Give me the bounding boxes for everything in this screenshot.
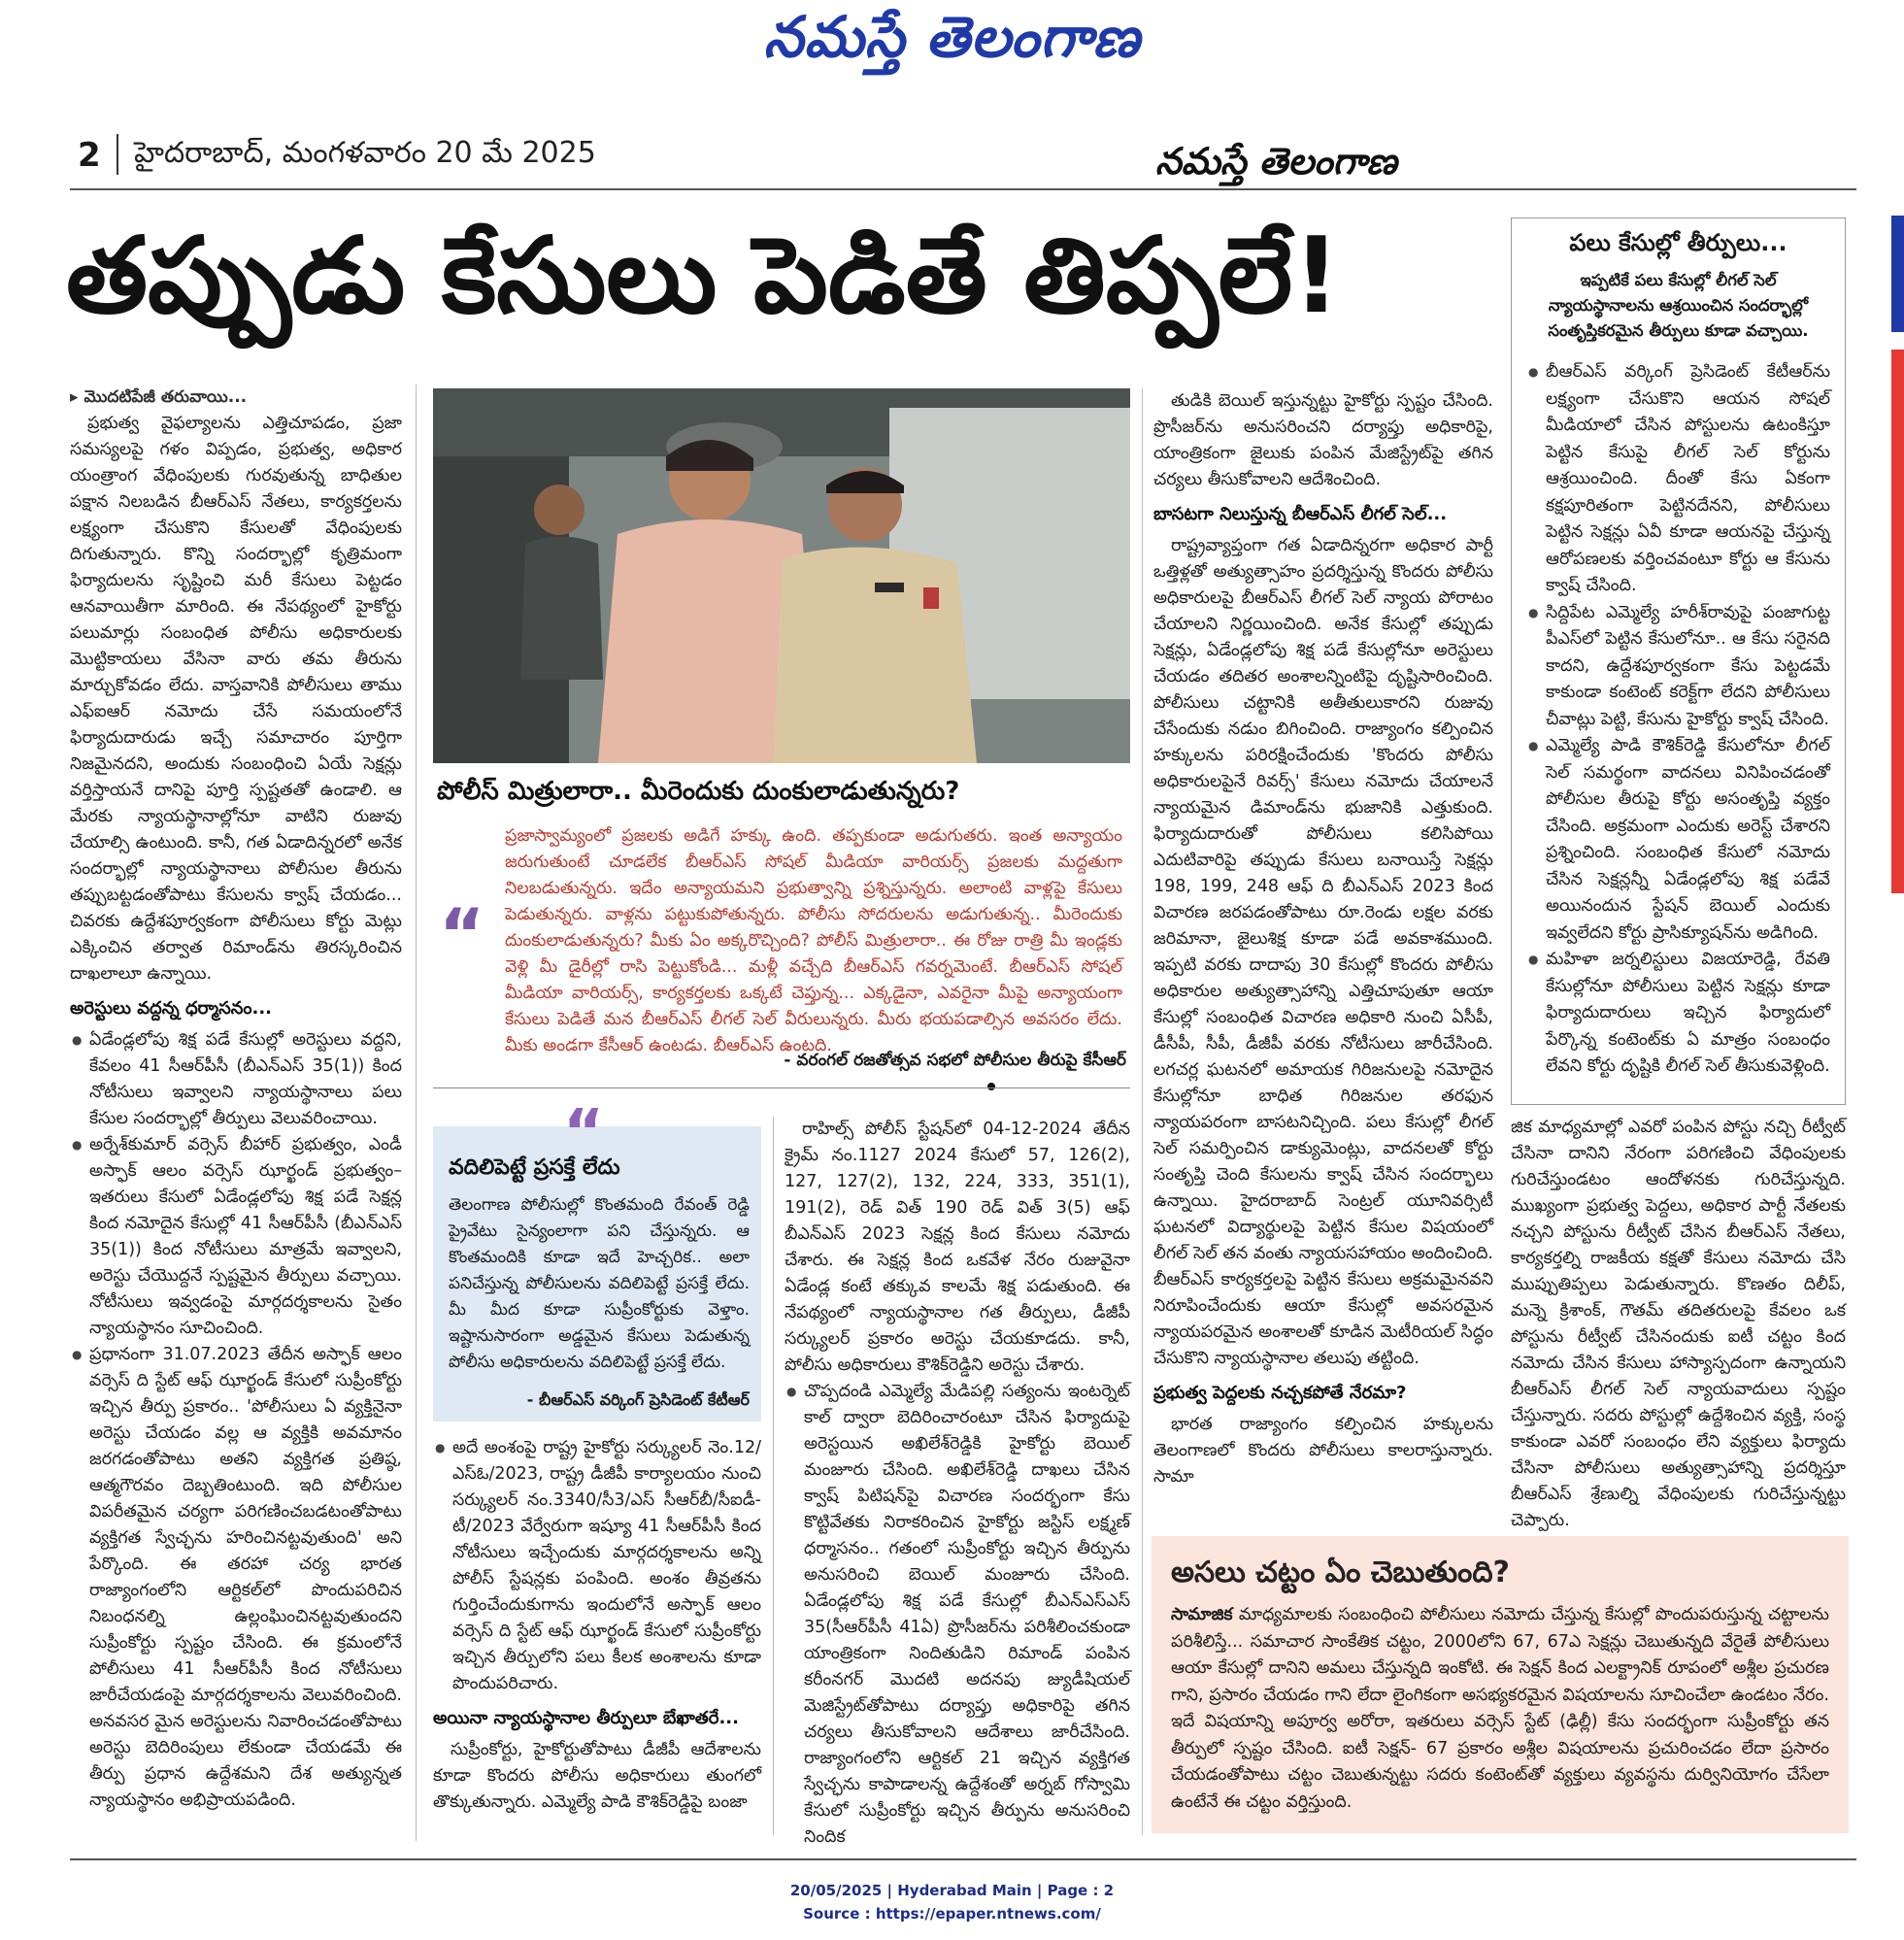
footer-source: Source : https://epaper.ntnews.com/ xyxy=(803,1905,1101,1923)
footer-rule xyxy=(70,1858,1856,1860)
footer-edition-info: 20/05/2025 | Hyderabad Main | Page : 2 xyxy=(789,1882,1115,1899)
article-paragraph: జిక మాధ్యమాల్లో ఎవరో పంపిన పోస్టు నచ్చి రీట్వీట్ చేసినా దానిని నేరంగా పరిగణించి వేధింపులకు గురిచేస్తుండటం ఆందోళనకు గురిచేస్తున్నది. ముఖ్యంగా ప్రభుత్వ పెద్దలు, అధికార పార్టీ నేతలకు నచ్చని పోస్టును రీట్వీట్ చేసిన బీఆర్ఎస్ నేతలు, కార్యకర్తల్ని రాజకీయ కక్షతో కేసులు నమోదు చేసి ముప్పుతిప్పలు పెడుతున్నారు. కొణతం దిలీప్, మన్నె క్రిశాంక్, గౌతమ్ తదితరులపై కేవలం ఒక పోస్టును రీట్వీట్ చేసినందుకు ఐటీ చట్టం కింద నమోదు చేసిన కేసులు హాస్యాస్పదంగా ఉన్నాయని బీఆర్ఎస్ లీగల్ సెల్ న్యాయవాదులు స్పష్టం చేస్తున్నారు. సదరు పోస్టుల్లో ఉద్దేశించిన వ్యక్తి, సంస్థ కాకుండా ఎవరో సంబంధం లేని వ్యక్తులు ఫిర్యాదు చేసినా పోలీసులు అత్యుత్సాహాన్ని ప్రదర్శిస్తూ బీఆర్ఎస్ శ్రేణుల్ని వేధింపులకు గురిచేస్తున్నట్టు చెప్పారు. xyxy=(1511,1118,1846,1530)
list-item: ● సిద్దిపేట ఎమ్మెల్యే హరీశ్‌రావుపై పంజాగుట్ట పీఎస్‌లో పెట్టిన కేసులోనూ.. ఆ కేసు సరైనది కాదని, ఉద్దేశపూర్వకంగా కేసు పెట్టడమే కాకుండా కంటెంట్ కరెక్ట్‌గా లేదని పోలీసులు చీవాట్లు పెట్టి, కేసును హైకోర్టు క్వాష్ చేసింది. xyxy=(1526,600,1830,734)
judgements-box-intro: ఇప్పటికే పలు కేసుల్లో లీగల్ సెల్ న్యాయస్థానాలను ఆశ్రయించిన సందర్భాల్లో సంతృప్తికరమైన తీర్పులు కూడా వచ్చాయి. xyxy=(1548,271,1809,340)
judgements-box-body xyxy=(1526,359,1830,1081)
article-paragraph: రాష్ట్రవ్యాప్తంగా గత ఏడాదిన్నరగా అధికార పార్టీ ఒత్తిళ్లతో అత్యుత్సాహం ప్రదర్శిస్తున్న కొందరు పోలీసు అధికారులపై బీఆర్ఎస్ లీగల్ సెల్ న్యాయ పోరాటం చేయాలని నిర్ణయించింది. అనేక కేసుల్లో తప్పుడు సెక్షన్లు, ఏడేండ్లలోపు శిక్ష పడే కేసుల్లోనూ అరెస్టులు చేయడం తదితర అంశాలన్నింటిపై దృష్టిసారించింది. పోలీసులు చట్టానికి అతీతులుకారని రుజువు చేసేందుకు నడుం బిగించింది. రాజ్యాంగం కల్పించిన హక్కులను పరిరక్షించేందుకు 'కొందరు పోలీసు అధికారులపైనే రివర్స్' కేసులు నమోదు చేయాలనే న్యాయమైన డిమాండ్‌ను భుజానికి ఎత్తుకుంది. ఫిర్యాదుదారుతో పోలీసులు కలిసిపోయి ఎదుటివారిపై తప్పుడు కేసులు బనాయిస్తే సెక్షన్లు 198, 199, 248 ఆఫ్ ది బీఎన్ఎస్ 2023 కింద విచారణ జరపడంతోపాటు రూ.రెండు లక్షల వరకు జరిమానా, జైలుశిక్ష కూడా పడే అవకాశముంది. ఇప్పటి వరకు దాదాపు 30 కేసుల్లో కొందరు పోలీసు అధికారుల అత్యుత్సాహాన్ని ఎత్తిచూపుతూ ఆయా కేసుల్లో సంబంధిత విచారణ అధికారి నుంచి ఏసీపీ, డీసీపీ, సీపీ, డీజీపీ వరకు నోటీసులు జారీచేసింది. లగచర్ల ఘటనలో అమాయక గిరిజనులపై నమోదైన కేసుల్లోనూ బాధిత గిరిజనుల తరఫున న్యాయపరంగా బాసటనిచ్చింది. పలు కేసుల్లో లీగల్ సెల్ సమర్పించిన డాక్యుమెంట్లు, వాదనలతో కోర్టు సంతృప్తి చెంది కేసులను క్వాష్ చేసిన సందర్భాలు ఉన్నాయి. హైదరాబాద్ సెంట్రల్ యూనివర్సిటీ ఘటనలో విద్యార్థులపై పెట్టిన కేసుల విషయంలో లీగల్ సెల్ తన వంతు న్యాయసహాయం అందించింది. బీఆర్ఎస్ కార్యకర్తలపై పెట్టిన కేసులు అక్రమమైనవని నిరూపించేందుకు ఆయా కేసుల్లో అవసరమైన న్యాయపరమైన అంశాలతో కూడిన మెటీరియల్ సిద్ధం చేసుకొని న్యాయస్థానాల తలుపు తట్టింది. xyxy=(1153,536,1493,1368)
section-dot xyxy=(987,1083,995,1090)
header-rule xyxy=(70,188,1856,190)
article-column-left xyxy=(70,385,402,1814)
article-paragraph: సుప్రీంకోర్టు, హైకోర్టుతోపాటు డీజీపీ ఆదేశాలను కూడా కొందరు పోలీసు అధికారులు తుంగలో తొక్కుతున్నారు. ఎమ్మెల్యే పాడి కౌశిక్‌రెడ్డిపై బంజా xyxy=(433,1740,761,1812)
law-explainer-lead: సామాజిక xyxy=(1171,1605,1233,1624)
ktr-box-attribution: - బీఆర్ఎస్ వర్కింగ్ ప్రెసిడెంట్ కేటీఆర్ xyxy=(526,1390,750,1409)
kicker-text: మొదటిపేజీ తరువాయి... xyxy=(84,387,248,407)
law-explainer-body xyxy=(1171,1602,1829,1816)
judgements-box-title: పలు కేసుల్లో తీర్పులు... xyxy=(1569,229,1787,256)
subhead-crime-question: ప్రభుత్వ పెద్దలకు నచ్చకపోతే నేరమా? xyxy=(1153,1383,1407,1403)
subhead-judgements-ignored: అయినా న్యాయస్థానాల తీర్పులూ బేఖాతరే... xyxy=(433,1708,739,1728)
dateline: హైదరాబాద్, మంగళవారం 20 మే 2025 xyxy=(134,136,596,170)
edge-color-mark xyxy=(1891,216,1904,332)
column-divider xyxy=(416,385,417,1841)
news-photo xyxy=(433,388,1130,763)
quote-mark-icon: “ xyxy=(563,1097,605,1169)
article-column-c xyxy=(785,1117,1130,1851)
list-item: ● మహిళా జర్నలిస్టులు విజయారెడ్డి, రేవతి కేసుల్లోనూ పోలీసులు పెట్టిన సెక్షన్లు కూడా ఫిర్యాదుదారులు ఇచ్చిన ఫిర్యాదులో పేర్కొన్న కంటెంట్‌కు ఏ మాత్రం సంబంధం లేవని కోర్టు దృష్టికి లీగల్ సెల్ తీసుకువెళ్లింది. xyxy=(1526,947,1830,1081)
list-item: ● బీఆర్ఎస్ వర్కింగ్ ప్రెసిడెంట్ కేటీఆర్‌ను లక్ష్యంగా చేసుకొని ఆయన సోషల్ మీడియాలో చేసిన పోస్టులను ఉటంకిస్తూ పెట్టిన కేసుపై లీగల్ సెల్ కోర్టును ఆశ్రయించింది. దీంతో కేసు ఏకంగా కక్షపూరితంగా పెట్టినదేనని, పోలీసులు పెట్టిన సెక్షన్లు ఏవీ కూడా ఆయనపై చేస్తున్న ఆరోపణలకు వర్తించవంటూ కోర్టు ఆ కేసును క్వాష్ చేసింది. xyxy=(1526,359,1830,600)
article-paragraph: భారత రాజ్యాంగం కల్పించిన హక్కులను తెలంగాణలో కొందరు పోలీసులు కాలరాస్తున్నారు. సామా xyxy=(1153,1415,1493,1487)
list-item: ● ఎమ్మెల్యే పాడి కౌశిక్‌రెడ్డి కేసులోనూ లీగల్ సెల్ సమర్థంగా వాదనలు వినిపించడంతో పోలీసుల తీరుపై కోర్టు అసంతృప్తి వ్యక్తం చేసింది. అక్రమంగా ఎందుకు అరెస్ట్ చేశారని ప్రశ్నించింది. సంబంధిత కేసులో నమోదు చేసిన సెక్షన్లన్నీ ఏడేండ్లలోపు శిక్ష పడేవే అయినందున స్టేషన్ బెయిల్ ఎందుకు ఇవ్వలేదని కోర్టు ప్రాసిక్యూషన్‌ను అడిగింది. xyxy=(1526,733,1830,947)
section-brand: నమస్తే తెలంగాణ xyxy=(1155,140,1397,183)
article-paragraph: ప్రభుత్వ వైఫల్యాలను ఎత్తిచూపడం, ప్రజా సమస్యలపై గళం విప్పడం, ప్రభుత్వ, అధికార యంత్రాంగ వేధింపులకు గురవుతున్న బాధితుల పక్షాన నిలబడిన బీఆర్ఎస్ నేతలు, కార్యకర్తలను లక్ష్యంగా చేసుకొని కేసులతో వేధింపులకు దిగుతున్నారు. కొన్ని సందర్భాల్లో కృత్రిమంగా ఫిర్యాదులను సృష్టించి మరీ కేసులు పెట్టడం ఆనవాయితీగా మారింది. ఈ నేపథ్యంలో హైకోర్టు పలుమార్లు సంబంధిత పోలీసు అధికారులకు మొట్టికాయలు వేసినా వారు తమ తీరును మార్చుకోవడం లేదు. వాస్తవానికి పోలీసులు తాము ఎఫ్ఐఆర్ నమోదు చేసే సమయంలోనే ఫిర్యాదుదారుడు ఇచ్చే సమాచారం పూర్తిగా నిజమైనదని, అందుకు సంబంధించి ఏయే సెక్షన్లు వర్తిస్తాయనే దానిపై పూర్తి స్పష్టతతో ఉండాలి. ఆ మేరకు న్యాయస్థానాల్లోనూ వాటిని రుజువు చేయాల్సి ఉంటుంది. కానీ, గత ఏడాదిన్నరలో అనేక సందర్భాల్లో న్యాయస్థానాలు పోలీసుల తీరును తప్పుబట్టడంతోపాటు కేసులను క్వాష్ చేయడం... చివరకు ఉద్దేశపూర్వకంగా పోలీసులు కోర్టు మెట్లు ఎక్కించిన తర్వాత రిమాండ్‌ను తిరస్కరించిన దాఖలాలూ ఉన్నాయి. xyxy=(70,414,402,984)
article-column-b xyxy=(433,1435,761,1816)
masthead-logo: నమస్తే తెలంగాణ xyxy=(763,4,1141,70)
subhead-arrests: అరెస్టులు వద్దన్న ధర్మాసనం... xyxy=(70,998,273,1019)
column-divider xyxy=(773,1117,774,1835)
page-number: 2 xyxy=(78,136,101,175)
law-explainer-title: అసలు చట్టం ఏం చెబుతుంది? xyxy=(1171,1555,1510,1589)
law-explainer-text: మాధ్యమాలకు సంబంధించి పోలీసులు నమోదు చేస్తున్న కేసుల్లో పొందుపరుస్తున్న చట్టాలను పరిశీలిస్తే... సమాచార సాంకేతిక చట్టం, 2000లోని 67, 67ఎ సెక్షన్లు చెబుతున్నది వేరైతే పోలీసులు ఆయా కేసుల్లో దానిని అమలు చేస్తున్నది ఇంకోటి. ఈ సెక్షన్ కింద ఎలక్ట్రానిక్ రూపంలో అశ్లీల ప్రచురణ గాని, ప్రసారం చేయడం గాని లేదా లైంగికంగా అసభ్యకరమైన విషయాలను సూచించేలా ఉండటం నేరం. ఇదే విషయాన్ని అపూర్వ అరోరా, ఇతరులు వర్సెస్ స్టేట్ (ఢిల్లీ) కేసు సందర్భంగా సుప్రీంకోర్టు తన తీర్పులో స్పష్టం చేసింది. ఐటీ సెక్షన్- 67 ప్రకారం అశ్లీల విషయాలను ప్రచురించడం లేదా ప్రసారం చేయడంతోపాటు చట్టం చెబుతున్నట్టు సదరు కంటెంట్‌తో వ్యక్తులు వ్యవస్థను దుర్వినియోగం చేసేలా ఉంటేనే ఈ చట్టం వర్తిస్తుంది. xyxy=(1171,1605,1829,1812)
list-item: ● ఏడేండ్లలోపు శిక్ష పడే కేసుల్లో అరెస్టులు వద్దని, కేవలం 41 సీఆర్‌పీసీ (బీఎన్ఎస్ 35(1)) కింద నోటీసులు ఇవ్వాలని న్యాయస్థానాలు పలు కేసుల సందర్భాల్లో తీర్పులు వెలువరించాయి. xyxy=(70,1027,402,1132)
police-escort-photo-illustration xyxy=(433,388,1130,763)
article-paragraph: తుడికి బెయిల్ ఇస్తున్నట్టు హైకోర్టు స్పష్టం చేసింది. ప్రొసీజర్‌ను అనుసరించని దర్యాప్తు అధికారిపై, యాంత్రికంగా జైలుకు పంపిన మేజిస్ట్రేట్‌పై తగిన చర్యలు తీసుకోవాలని ఆదేశించింది. xyxy=(1153,391,1493,489)
quote-heading: పోలీస్ మిత్రులారా.. మీరెందుకు దుంకులాడుతున్నరు? xyxy=(437,777,960,806)
list-item: ● ప్రధానంగా 31.07.2023 తేదీన అస్ఫాక్ ఆలం వర్సెస్ ది స్టేట్ ఆఫ్ ఝార్ఖండ్ కేసులో సుప్రీంకోర్టు ఇచ్చిన తీర్పు ప్రకారం.. 'పోలీసులు ఏ వ్యక్తినైనా అరెస్టు చేయడం వల్ల ఆ వ్యక్తికి అవమానం జరగడంతోపాటు అతని వ్యక్తిగత ప్రతిష్ఠ, ఆత్మగౌరవం దెబ్బతింటుంది. ఇది పోలీసుల విపరీతమైన చర్యగా పరిగణించబడటంతోపాటు వ్యక్తిగత స్వేచ్ఛను హరించినట్టవుతుంది' అని పేర్కొంది. ఈ తరహా చర్య భారత రాజ్యాంగంలోని ఆర్టికల్‌లో పొందుపరిచిన నిబంధనల్ని ఉల్లంఘించినట్టవుతుందని సుప్రీంకోర్టు స్పష్టం చేసింది. ఈ క్రమంలోనే పోలీసులు 41 సీఆర్‌పీసీ కింద నోటీసులు జారీచేయడంపై మార్గదర్శకాలను వెలువరించింది. అనవసర మైన అరెస్టులను నివారించడంతోపాటు అరెస్టు బెదిరింపులు లేకుండా చేయడమే ఈ తీర్పు ప్రధాన ఉద్దేశమని దేశ అత్యున్నత న్యాయస్థానం అభిప్రాయపడింది. xyxy=(70,1342,402,1814)
ktr-box-body: తెలంగాణ పోలీసుల్లో కొంతమంది రేవంత్ రెడ్డి ప్రైవేటు సైన్యంలాగా పని చేస్తున్నరు. ఆ కొంతమందికి కూడా ఇదే హెచ్చరిక.. అలా పనిచేస్తున్న పోలీసులను వదిలిపెట్టే ప్రసక్తే లేదు. మీ మీద కూడా సుప్రీంకోర్టుకు వెళ్తాం. ఇష్టానుసారంగా అడ్డమైన కేసులు పెడుతున్న పోలీసు అధికారులను వదిలిపెట్టే ప్రసక్తే లేదు. xyxy=(449,1195,750,1372)
kcr-quote-text: ప్రజాస్వామ్యంలో ప్రజలకు అడిగే హక్కు ఉంది. తప్పకుండా అడుగుతరు. ఇంత అన్యాయం జరుగుతుంటే చూడలేక బీఆర్ఎస్ సోషల్ మీడియా వారియర్స్ ప్రజలకు మద్దతుగా నిలబడుతున్నరు. ఇదేం అన్యాయమని ప్రభుత్వాన్ని ప్రశ్నిస్తున్నరు. అలాంటి వాళ్లపై కేసులు పెడుతున్నరు. వాళ్లను పట్టుకుపోతున్నరు. పోలీసు సోదరులను అడుగుతున్న.. మీరెందుకు దుంకులాడుతున్నరు? మీకు ఏం అక్కరొచ్చింది? పోలీస్ మిత్రులారా.. ఈ రోజు రాత్రి మీ ఇండ్లకు వెళ్లి మీ డైరీల్లో రాసి పెట్టుకోండి... మళ్లీ వచ్చేది బీఆర్ఎస్ గవర్నమెంటే. బీఆర్ఎస్ సోషల్ మీడియా వారియర్స్, కార్యకర్తలకు ఒక్కటే చెప్తున్న... ఎక్కడైనా, ఎవరైనా మీపై అన్యాయంగా కేసులు పెడితే మన బీఆర్ఎస్ లీగల్ సెల్ వీరులున్నరు. మీరు భయపడాల్సిన అవసరం లేదు. మీకు అండగా కేసీఆర్ ఉంటడు. బీఆర్ఎస్ ఉంటది. xyxy=(505,826,1122,1055)
ktr-box-title: వదిలిపెట్టే ప్రసక్తే లేదు xyxy=(449,1155,620,1180)
article-paragraph: రాహిల్స్ పోలీస్ స్టేషన్‌లో 04-12-2024 తేదీన క్రైమ్ నం.1127 2024 కేసులో 57, 126(2), 127, 127(2), 132, 224, 333, 351(1), 191(2), రెడ్ విత్ 190 రెడ్ విత్ 3(5) ఆఫ్ బీఎన్ఎస్ 2023 సెక్షన్ల కింద కేసులు నమోదు చేశారు. ఈ సెక్షన్ల కింద ఒకవేళ నేరం రుజువైనా ఏడేండ్ల కంటే తక్కువ కాలమే శిక్ష పడుతుంది. ఈ నేపథ్యంలో న్యాయస్థానాల గత తీర్పులు, డీజీపీ సర్క్యులర్ ప్రకారం అరెస్టు చేయకూడదు. కానీ, పోలీసు అధికారులు కౌశిక్‌రెడ్డిని అరెస్టు చేశారు. xyxy=(785,1120,1130,1375)
quote-attribution: - వరంగల్ రజతోత్సవ సభలో పోలీసుల తీరుపై కేసీఆర్ xyxy=(784,1051,1126,1070)
list-item: ● అదే అంశంపై రాష్ట్ర హైకోర్టు సర్క్యులర్ నెం.12/ఎస్ఓ/2023, రాష్ట్ర డీజీపీ కార్యాలయం నుంచి సర్క్యులర్ నం.3340/సీ3/ఎస్ సీఆర్‌బీ/సీఐడీ-టీ/2023 వేర్వేరుగా ఇష్యూ 41 సీఆర్‌పీసీ కింద నోటీసులు ఇచ్చేందుకు మార్గదర్శకాలను అన్ని పోలీస్ స్టేషన్లకు పంపింది. అంశం తీవ్రతను గుర్తించేందుకుగాను ఇందులోనే అస్ఫాక్ ఆలం వర్సెస్ ది స్టేట్ ఆఫ్ ఝార్ఖండ్ కేసులో సుప్రీంకోర్టు ఇచ్చిన తీర్పులోని పలు కీలక అంశాలను కూడా పొందుపరిచారు. xyxy=(433,1435,761,1697)
quote-mark-icon: “ xyxy=(439,893,485,975)
edge-color-mark xyxy=(1891,350,1904,893)
article-column-d xyxy=(1153,388,1493,1490)
list-item: ● చొప్పదండి ఎమ్మెల్యే మేడిపల్లి సత్యంను ఇంటర్నెట్ కాల్ ద్వారా బెదిరించారంటూ చేసిన ఫిర్యాదుపై అరెస్టయిన అఖిలేశ్‌రెడ్డికి హైకోర్టు బెయిల్ మంజూరు చేసింది. అఖిలేశ్‌రెడ్డి దాఖలు చేసిన క్వాష్ పిటిషన్‌పై విచారణ సందర్భంగా కేసు కొట్టివేతకు నిరాకరించిన హైకోర్టు జస్టిస్ లక్ష్మణ్ ధర్మాసనం.. గతంలో సుప్రీంకోర్టు ఇచ్చిన తీర్పును అనుసరించి బెయిల్ మంజూరు చేసింది. ఏడేండ్లలోపు శిక్ష పడే కేసుల్లో బీఎన్ఎస్ఎస్ 35(సీఆర్‌పీసీ 41ఏ) ప్రొసీజర్‌ను పరిశీలించకుండా యాంత్రికంగా నిందితుడిని రిమాండ్ పంపిన కరీంనగర్ మొదటి అదనపు జ్యుడీషియల్ మెజిస్ట్రేట్‌తోపాటు దర్యాప్తు అధికారిపై తగిన చర్యలు తీసుకోవాలని ఆదేశాలు జారీచేసింది. రాజ్యాంగంలోని ఆర్టికల్ 21 ఇచ్చిన వ్యక్తిగత స్వేచ్ఛను కాపాడాలన్న ఉద్దేశంతో అర్నబ్ గోస్వామి కేసులో సుప్రీంకోర్టు ఇచ్చిన తీర్పును అనుసరించి నిందిక xyxy=(785,1379,1130,1851)
list-item: ● అర్నేశ్‌కుమార్ వర్సెస్ బీహార్ ప్రభుత్వం, ఎండీ అస్ఫాక్ ఆలం వర్సెస్ ఝార్ఖండ్ ప్రభుత్వం–ఇతరులు కేసులో ఏడేండ్లలోపు శిక్ష పడే సెక్షన్ల కింద నమోదైన కేసుల్లో 41 సీఆర్‌పీసీ (బీఎన్ఎస్ 35(1)) కింద నోటీసులు మాత్రమే ఇవ్వాలని, అరెస్టు చేయొద్దనే స్పష్టమైన తీర్పులు వచ్చాయి. నోటీసులు ఇవ్వడంపై మార్గదర్శకాలను సైతం న్యాయస్థానం సూచించింది. xyxy=(70,1132,402,1342)
quote-divider xyxy=(433,1087,1130,1088)
article-column-e xyxy=(1511,1115,1846,1534)
column-divider xyxy=(1142,388,1143,1835)
subhead-legal-cell: బాసటగా నిలుస్తున్న బీఆర్ఎస్ లీగల్ సెల్... xyxy=(1153,504,1448,524)
header-separator xyxy=(117,134,118,175)
page-headline: తప్పుడు కేసులు పెడితే తిప్పలే! xyxy=(66,216,1341,337)
continued-kicker: ▸ మొదటిపేజీ తరువాయి... xyxy=(70,387,248,407)
